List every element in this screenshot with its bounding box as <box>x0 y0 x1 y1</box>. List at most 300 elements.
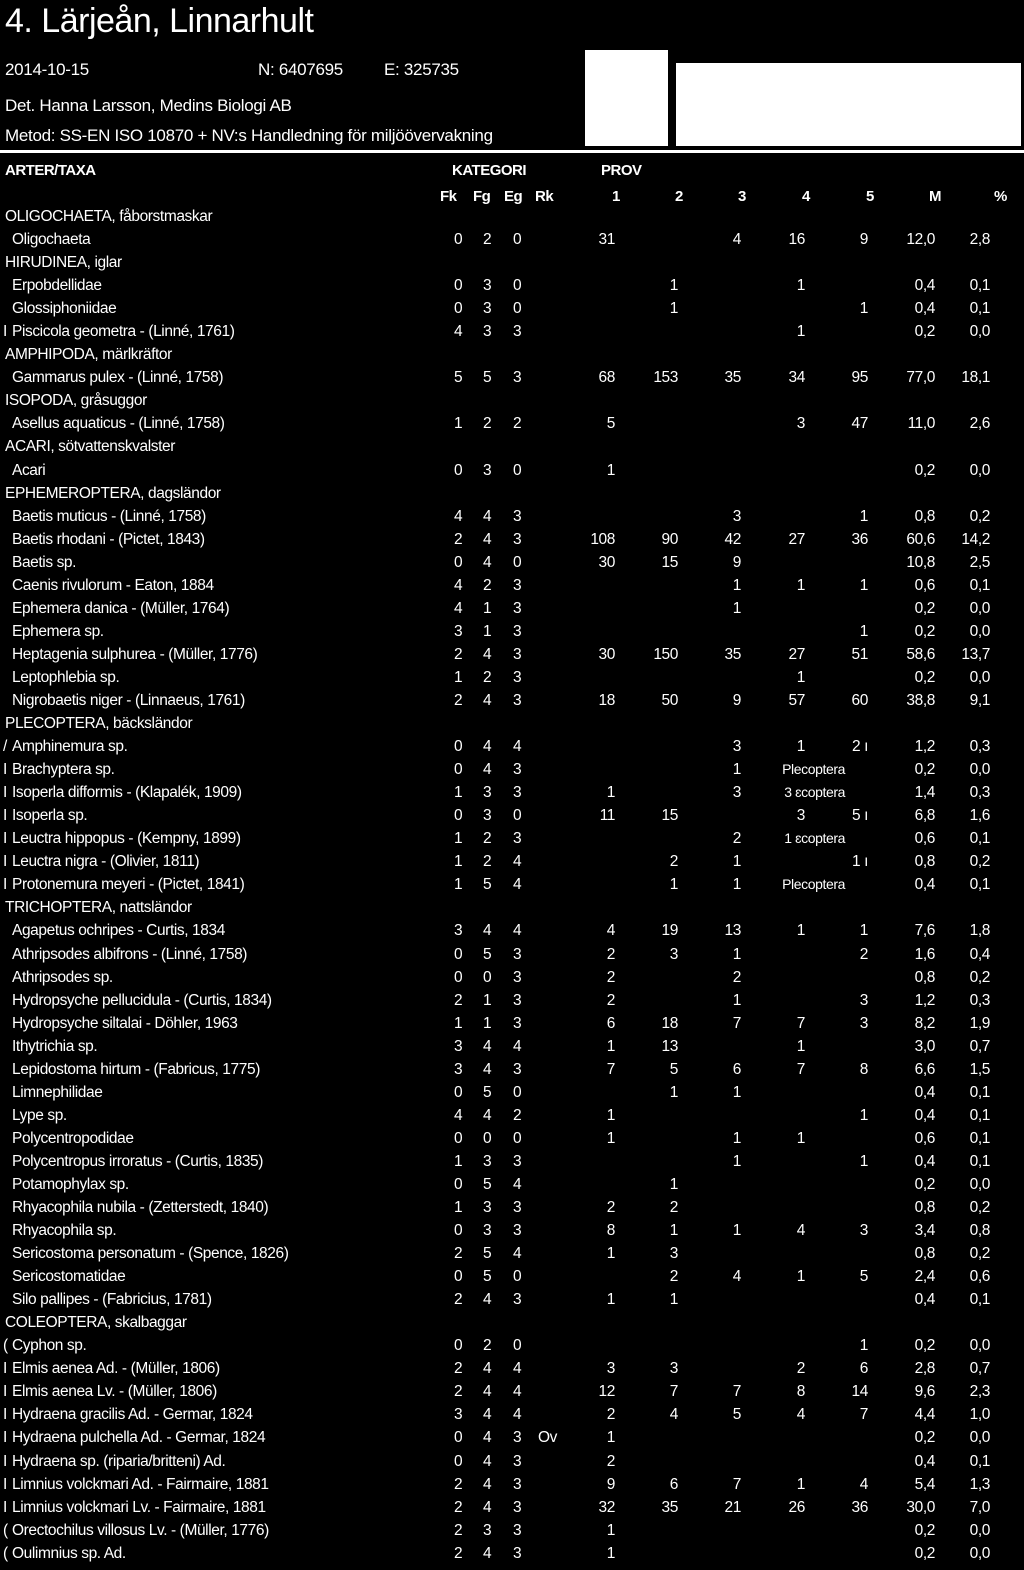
cell-fg: 4 <box>483 1452 492 1470</box>
table-row <box>0 1289 1024 1312</box>
taxon-name: Nigrobaetis niger - (Linnaeus, 1761) <box>12 691 245 709</box>
table-row <box>0 828 1024 851</box>
cell-m: 0,4 <box>914 300 935 318</box>
cell-fk: 0 <box>454 1268 463 1286</box>
cell-fk: 0 <box>454 1222 463 1240</box>
east-coordinate: E: 325735 <box>384 60 459 79</box>
row-marker: I <box>3 761 7 779</box>
cell-p5: 60 <box>851 691 868 709</box>
cell-pct: 0,1 <box>969 576 990 594</box>
north-coordinate: N: 6407695 <box>258 60 343 79</box>
taxon-name: Amphinemura sp. <box>12 738 128 756</box>
cell-p1: 30 <box>598 645 615 663</box>
cell-pct: 0,0 <box>969 1429 990 1447</box>
table-row <box>0 1474 1024 1497</box>
cell-m: 0,2 <box>914 323 935 341</box>
cell-fg: 4 <box>483 1475 492 1493</box>
cell-m: 0,2 <box>914 599 935 617</box>
cell-fg: 4 <box>483 530 492 548</box>
cell-m: 2,8 <box>914 1360 935 1378</box>
cell-eg: 3 <box>513 691 522 709</box>
cell-fk: 1 <box>454 876 463 894</box>
table-row <box>0 1335 1024 1358</box>
cell-m: 0,6 <box>914 1129 935 1147</box>
taxon-name: Hydropsyche siltalai - Döhler, 1963 <box>12 1014 238 1032</box>
cell-fk: 4 <box>454 323 463 341</box>
taxon-name: Hydraena sp. (riparia/britteni) Ad. <box>12 1452 226 1470</box>
cell-fg: 1 <box>483 991 492 1009</box>
column-header-taxa: ARTER/TAXA <box>5 162 96 179</box>
cell-fk: 0 <box>454 300 463 318</box>
cell-m: 5,4 <box>914 1475 935 1493</box>
cell-fg: 4 <box>483 1429 492 1447</box>
cell-eg: 3 <box>513 991 522 1009</box>
table-row <box>0 598 1024 621</box>
cell-eg: 4 <box>513 853 522 871</box>
cell-fg: 4 <box>483 1406 492 1424</box>
cell-p1: 1 <box>606 1429 615 1447</box>
table-row <box>0 1059 1024 1082</box>
cell-fk: 3 <box>454 922 463 940</box>
cell-p2: 50 <box>661 691 678 709</box>
column-header-p2: 2 <box>675 188 683 205</box>
header-rule <box>0 150 1024 153</box>
cell-m: 7,6 <box>914 922 935 940</box>
cell-m: 6,8 <box>914 807 935 825</box>
column-header-p4: 4 <box>802 188 810 205</box>
cell-fg: 2 <box>483 668 492 686</box>
column-header-p5: 5 <box>866 188 874 205</box>
cell-pct: 0,8 <box>969 1222 990 1240</box>
cell-pct: 0,1 <box>969 277 990 295</box>
cell-p5: 3 <box>859 1014 868 1032</box>
taxon-name: Ithytrichia sp. <box>12 1037 98 1055</box>
cell-pct: 14,2 <box>961 530 990 548</box>
column-header-rk: Rk <box>535 188 554 205</box>
cell-m: 0,2 <box>914 1337 935 1355</box>
table-row <box>0 1520 1024 1543</box>
cell-m: 8,2 <box>914 1014 935 1032</box>
cell-m: 0,2 <box>914 1429 935 1447</box>
taxon-name: Hydraena pulchella Ad. - Germar, 1824 <box>12 1429 266 1447</box>
cell-p2: 2 <box>669 1268 678 1286</box>
taxon-name: Isoperla sp. <box>12 807 88 825</box>
cell-p2: 15 <box>661 807 678 825</box>
cell-p2: 1 <box>669 300 678 318</box>
cell-pct: 0,1 <box>969 876 990 894</box>
cell-p4: 34 <box>788 369 805 387</box>
cell-p1: 5 <box>606 415 615 433</box>
cell-p1: 30 <box>598 553 615 571</box>
white-box-small <box>585 50 668 146</box>
cell-p4: Plecoptera <box>782 876 845 893</box>
cell-pct: 1,0 <box>969 1406 990 1424</box>
table-row <box>0 851 1024 874</box>
cell-p5: 6 <box>859 1360 868 1378</box>
taxon-name: Erpobdellidae <box>12 277 102 295</box>
cell-fk: 2 <box>454 1475 463 1493</box>
cell-eg: 3 <box>513 945 522 963</box>
cell-fg: 5 <box>483 1245 492 1263</box>
cell-pct: 0,1 <box>969 830 990 848</box>
cell-fg: 4 <box>483 1060 492 1078</box>
cell-p2: 3 <box>669 1245 678 1263</box>
cell-p2: 15 <box>661 553 678 571</box>
column-header-sample: PROV <box>601 162 642 179</box>
taxon-name: Hydropsyche pellucidula - (Curtis, 1834) <box>12 991 272 1009</box>
cell-m: 0,2 <box>914 622 935 640</box>
cell-eg: 0 <box>513 1268 522 1286</box>
table-row <box>0 1404 1024 1427</box>
cell-p2: 1 <box>669 1222 678 1240</box>
table-row <box>0 1082 1024 1105</box>
cell-pct: 1,6 <box>969 807 990 825</box>
section-name: PLECOPTERA, bäcksländor <box>5 715 193 733</box>
cell-fg: 4 <box>483 738 492 756</box>
cell-eg: 4 <box>513 876 522 894</box>
cell-fg: 3 <box>483 784 492 802</box>
cell-fg: 4 <box>483 1106 492 1124</box>
cell-p1: 31 <box>598 231 615 249</box>
cell-p5: 95 <box>851 369 868 387</box>
table-row <box>0 1197 1024 1220</box>
cell-p1: 1 <box>606 1245 615 1263</box>
cell-p2: 1 <box>669 277 678 295</box>
section-header-row <box>0 436 1024 459</box>
cell-p3: 1 <box>732 876 741 894</box>
section-header-row <box>0 1312 1024 1335</box>
cell-p5: 1 <box>859 1152 868 1170</box>
cell-p1: 4 <box>606 922 615 940</box>
cell-eg: 0 <box>513 231 522 249</box>
cell-pct: 0,0 <box>969 668 990 686</box>
cell-p5: 1 <box>859 922 868 940</box>
cell-p3: 21 <box>724 1498 741 1516</box>
cell-p4: 1 <box>796 1037 805 1055</box>
cell-m: 1,4 <box>914 784 935 802</box>
cell-p1: 2 <box>606 1406 615 1424</box>
cell-p2: 4 <box>669 1406 678 1424</box>
cell-p2: 2 <box>669 853 678 871</box>
cell-eg: 3 <box>513 968 522 986</box>
cell-eg: 3 <box>513 369 522 387</box>
cell-pct: 0,2 <box>969 1199 990 1217</box>
cell-p3: 1 <box>732 991 741 1009</box>
taxon-name: Lype sp. <box>12 1106 67 1124</box>
cell-p3: 3 <box>732 507 741 525</box>
taxon-name: Brachyptera sp. <box>12 761 115 779</box>
cell-p1: 12 <box>598 1383 615 1401</box>
cell-m: 0,4 <box>914 1291 935 1309</box>
cell-fg: 2 <box>483 830 492 848</box>
cell-p4: 26 <box>788 1498 805 1516</box>
cell-eg: 3 <box>513 530 522 548</box>
cell-fg: 4 <box>483 1498 492 1516</box>
row-marker: I <box>3 1498 7 1516</box>
cell-p1: 2 <box>606 945 615 963</box>
cell-p5: 8 <box>859 1060 868 1078</box>
taxon-name: Hydraena gracilis Ad. - Germar, 1824 <box>12 1406 253 1424</box>
taxon-name: Ephemera sp. <box>12 622 104 640</box>
taxon-name: Baetis muticus - (Linné, 1758) <box>12 507 206 525</box>
cell-m: 12,0 <box>906 231 935 249</box>
cell-p4: 1 <box>796 1129 805 1147</box>
cell-p5: 1 <box>859 1337 868 1355</box>
cell-pct: 2,8 <box>969 231 990 249</box>
cell-fg: 0 <box>483 1129 492 1147</box>
cell-p3: 35 <box>724 645 741 663</box>
taxon-name: Baetis rhodani - (Pictet, 1843) <box>12 530 205 548</box>
row-marker: I <box>3 1429 7 1447</box>
cell-p3: 1 <box>732 576 741 594</box>
section-name: OLIGOCHAETA, fåborstmaskar <box>5 208 213 225</box>
taxon-name: Polycentropus irroratus - (Curtis, 1835) <box>12 1152 264 1170</box>
cell-p1: 18 <box>598 691 615 709</box>
cell-p5: 36 <box>851 1498 868 1516</box>
cell-p5: 5 ı <box>851 807 868 825</box>
cell-fg: 3 <box>483 461 492 479</box>
cell-fk: 1 <box>454 668 463 686</box>
cell-p3: 7 <box>732 1014 741 1032</box>
cell-fk: 0 <box>454 461 463 479</box>
cell-fk: 0 <box>454 231 463 249</box>
cell-eg: 3 <box>513 507 522 525</box>
cell-p2: 1 <box>669 1083 678 1101</box>
cell-eg: 3 <box>513 599 522 617</box>
cell-m: 0,8 <box>914 968 935 986</box>
section-header-row <box>0 713 1024 736</box>
cell-p2: 13 <box>661 1037 678 1055</box>
sample-date: 2014-10-15 <box>5 60 89 79</box>
cell-m: 1,6 <box>914 945 935 963</box>
cell-p3: 13 <box>724 922 741 940</box>
cell-p3: 3 <box>732 784 741 802</box>
cell-fg: 4 <box>483 1383 492 1401</box>
cell-eg: 2 <box>513 1106 522 1124</box>
row-marker: I <box>3 830 7 848</box>
cell-p5: 14 <box>851 1383 868 1401</box>
cell-fg: 4 <box>483 645 492 663</box>
cell-p1: 1 <box>606 1106 615 1124</box>
cell-p2: 18 <box>661 1014 678 1032</box>
cell-fk: 0 <box>454 1429 463 1447</box>
cell-eg: 3 <box>513 1291 522 1309</box>
cell-pct: 0,3 <box>969 784 990 802</box>
cell-fg: 4 <box>483 1037 492 1055</box>
cell-fg: 1 <box>483 599 492 617</box>
cell-p3: 9 <box>732 691 741 709</box>
cell-fk: 0 <box>454 1337 463 1355</box>
cell-eg: 0 <box>513 1129 522 1147</box>
cell-p2: 6 <box>669 1475 678 1493</box>
cell-p5: 1 <box>859 300 868 318</box>
cell-fk: 1 <box>454 784 463 802</box>
cell-pct: 0,3 <box>969 991 990 1009</box>
column-header-p1: 1 <box>612 188 620 205</box>
cell-eg: 3 <box>513 1521 522 1539</box>
cell-fk: 3 <box>454 1060 463 1078</box>
cell-p5: 4 <box>859 1475 868 1493</box>
cell-fg: 4 <box>483 922 492 940</box>
table-row <box>0 736 1024 759</box>
cell-fk: 5 <box>454 369 463 387</box>
cell-p1: 1 <box>606 1544 615 1562</box>
taxon-name: Athripsodes sp. <box>12 968 113 986</box>
cell-p4: 8 <box>796 1383 805 1401</box>
row-marker: I <box>3 784 7 802</box>
method: Metod: SS-EN ISO 10870 + NV:s Handledning för miljöövervakning <box>5 126 493 145</box>
cell-p5: 51 <box>851 645 868 663</box>
table-row <box>0 621 1024 644</box>
section-header-row <box>0 344 1024 367</box>
cell-eg: 4 <box>513 1037 522 1055</box>
cell-fk: 0 <box>454 553 463 571</box>
cell-m: 4,4 <box>914 1406 935 1424</box>
cell-fk: 4 <box>454 1106 463 1124</box>
cell-p4: 3 ɛcoptera <box>784 784 845 801</box>
taxon-name: Limnius volckmari Ad. - Fairmaire, 1881 <box>12 1475 269 1493</box>
cell-m: 10,8 <box>906 553 935 571</box>
table-row <box>0 1243 1024 1266</box>
cell-p3: 7 <box>732 1383 741 1401</box>
cell-p3: 2 <box>732 830 741 848</box>
cell-m: 0,8 <box>914 1199 935 1217</box>
cell-pct: 0,2 <box>969 1245 990 1263</box>
cell-p4: 3 <box>796 807 805 825</box>
cell-p3: 2 <box>732 968 741 986</box>
cell-m: 60,6 <box>906 530 935 548</box>
cell-eg: 3 <box>513 784 522 802</box>
cell-fg: 4 <box>483 761 492 779</box>
cell-fk: 1 <box>454 1199 463 1217</box>
cell-m: 9,6 <box>914 1383 935 1401</box>
cell-p4: 1 <box>796 323 805 341</box>
table-row <box>0 413 1024 436</box>
taxon-name: Agapetus ochripes - Curtis, 1834 <box>12 922 225 940</box>
cell-p3: 3 <box>732 738 741 756</box>
cell-m: 3,0 <box>914 1037 935 1055</box>
cell-p5: 9 <box>859 231 868 249</box>
taxon-name: Potamophylax sp. <box>12 1175 129 1193</box>
cell-p3: 1 <box>732 1083 741 1101</box>
cell-fk: 1 <box>454 1152 463 1170</box>
cell-eg: 2 <box>513 415 522 433</box>
cell-m: 77,0 <box>906 369 935 387</box>
cell-p1: 32 <box>598 1498 615 1516</box>
cell-m: 0,4 <box>914 876 935 894</box>
row-marker: I <box>3 323 7 341</box>
cell-p3: 1 <box>732 1129 741 1147</box>
cell-fk: 0 <box>454 277 463 295</box>
taxon-name: Silo pallipes - (Fabricius, 1781) <box>12 1291 212 1309</box>
cell-p5: 1 <box>859 576 868 594</box>
cell-pct: 0,0 <box>969 622 990 640</box>
cell-eg: 0 <box>513 553 522 571</box>
cell-p3: 35 <box>724 369 741 387</box>
cell-eg: 3 <box>513 1199 522 1217</box>
cell-m: 0,4 <box>914 1083 935 1101</box>
cell-pct: 13,7 <box>961 645 990 663</box>
cell-m: 0,8 <box>914 853 935 871</box>
section-name: EPHEMEROPTERA, dagsländor <box>5 484 221 502</box>
cell-p2: 153 <box>653 369 678 387</box>
cell-p1: 3 <box>606 1360 615 1378</box>
column-header-fk: Fk <box>440 188 457 205</box>
cell-m: 1,2 <box>914 738 935 756</box>
cell-p1: 1 <box>606 784 615 802</box>
cell-p4: 1 <box>796 1475 805 1493</box>
cell-p4: Plecoptera <box>782 761 845 778</box>
cell-eg: 3 <box>513 323 522 341</box>
cell-fk: 4 <box>454 599 463 617</box>
cell-fg: 5 <box>483 945 492 963</box>
cell-fg: 4 <box>483 1360 492 1378</box>
cell-fg: 3 <box>483 300 492 318</box>
cell-pct: 0,1 <box>969 1083 990 1101</box>
page-title: 4. Lärjeån, Linnarhult <box>5 2 314 40</box>
cell-p1: 1 <box>606 1521 615 1539</box>
taxon-name: Piscicola geometra - (Linné, 1761) <box>12 323 235 341</box>
row-marker: / <box>3 738 7 756</box>
table-row <box>0 1543 1024 1566</box>
taxon-name: Rhyacophila sp. <box>12 1222 117 1240</box>
taxon-name: Athripsodes albifrons - (Linné, 1758) <box>12 945 248 963</box>
cell-p4: 1 <box>796 738 805 756</box>
taxon-name: Protonemura meyeri - (Pictet, 1841) <box>12 876 245 894</box>
cell-fg: 5 <box>483 1268 492 1286</box>
cell-p4: 1 <box>796 277 805 295</box>
cell-eg: 3 <box>513 645 522 663</box>
table-row <box>0 1497 1024 1520</box>
cell-pct: 7,0 <box>969 1498 990 1516</box>
table-row <box>0 1381 1024 1404</box>
cell-pct: 0,2 <box>969 968 990 986</box>
taxon-name: Orectochilus villosus Lv. - (Müller, 1776) <box>12 1521 269 1539</box>
cell-fk: 2 <box>454 530 463 548</box>
cell-eg: 4 <box>513 1245 522 1263</box>
table-row <box>0 1266 1024 1289</box>
cell-m: 0,2 <box>914 1544 935 1562</box>
cell-m: 1,2 <box>914 991 935 1009</box>
cell-pct: 0,0 <box>969 461 990 479</box>
cell-p4: 1 <box>796 922 805 940</box>
cell-p2: 2 <box>669 1199 678 1217</box>
cell-p2: 1 <box>669 876 678 894</box>
cell-p5: 2 <box>859 945 868 963</box>
table-row <box>0 759 1024 782</box>
table-row <box>0 506 1024 529</box>
cell-fk: 2 <box>454 691 463 709</box>
table-row <box>0 920 1024 943</box>
cell-eg: 3 <box>513 1222 522 1240</box>
cell-p2: 3 <box>669 1360 678 1378</box>
cell-p1: 2 <box>606 968 615 986</box>
cell-fk: 3 <box>454 622 463 640</box>
cell-p5: 36 <box>851 530 868 548</box>
table-row <box>0 1036 1024 1059</box>
cell-p2: 7 <box>669 1383 678 1401</box>
cell-eg: 3 <box>513 1060 522 1078</box>
cell-pct: 1,9 <box>969 1014 990 1032</box>
cell-fk: 0 <box>454 1129 463 1147</box>
cell-p4: 1 <box>796 668 805 686</box>
cell-fk: 1 <box>454 853 463 871</box>
cell-pct: 1,8 <box>969 922 990 940</box>
cell-fk: 0 <box>454 1083 463 1101</box>
cell-fk: 0 <box>454 761 463 779</box>
cell-fk: 0 <box>454 738 463 756</box>
cell-fk: 0 <box>454 968 463 986</box>
